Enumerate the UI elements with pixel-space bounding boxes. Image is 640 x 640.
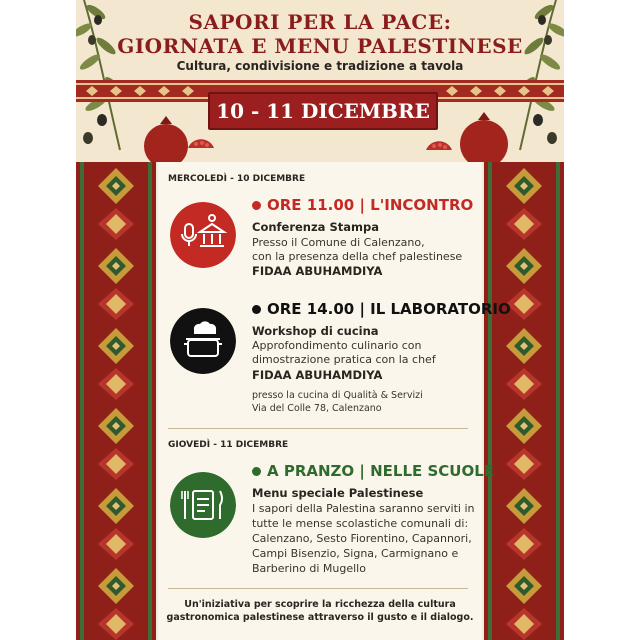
day-label-wednesday: MERCOLEDÌ - 10 DICEMBRE xyxy=(168,174,306,184)
event2-place-line2: Via del Colle 78, Calenzano xyxy=(252,403,382,414)
event3-line5: Barberino di Mugello xyxy=(252,562,366,575)
pomegranate-left-icon xyxy=(136,112,216,162)
title-line-2: GIORNATA E MENU PALESTINESE xyxy=(117,34,523,58)
bullet-icon xyxy=(252,467,261,476)
poster-header xyxy=(76,0,564,162)
pomegranate-right-icon xyxy=(424,112,514,162)
event1-heading xyxy=(252,196,473,214)
event1-chef: FIDAA ABUHAMDIYA xyxy=(252,264,383,278)
subtitle: Cultura, condivisione e tradizione a tavola xyxy=(176,59,464,73)
event3-line3: Calenzano, Sesto Fiorentino, Capannori, xyxy=(252,532,472,545)
footer-text xyxy=(166,598,474,624)
footer-line2: gastronomica palestinese attraverso il gusto e il dialogo. xyxy=(166,612,474,623)
chef-pot-icon xyxy=(170,308,236,374)
divider xyxy=(168,428,468,429)
divider xyxy=(168,588,468,589)
poster xyxy=(76,0,564,640)
event3-heading-text: A PRANZO | NELLE SCUOLE xyxy=(267,462,495,480)
embroidery-left-icon xyxy=(76,162,156,640)
event1-text-line2: con la presenza della chef palestinese xyxy=(252,250,463,263)
title-line-1: SAPORI PER LA PACE: xyxy=(188,10,452,34)
embroidery-right-icon xyxy=(484,162,564,640)
event3-title: Menu speciale Palestinese xyxy=(252,486,424,500)
event1-heading-text: ORE 11.00 | L'INCONTRO xyxy=(267,196,474,214)
footer-line1: Un'iniziativa per scoprire la ricchezza della cultura xyxy=(184,599,456,610)
event2-place-line1: presso la cucina di Qualità & Servizi xyxy=(252,390,423,401)
event2-chef: FIDAA ABUHAMDIYA xyxy=(252,368,383,382)
event3-line2: tutte le mense scolastiche comunali di: xyxy=(252,517,469,530)
event-dates-banner: 10 - 11 DICEMBRE xyxy=(208,92,438,130)
event1-text-line1: Presso il Comune di Calenzano, xyxy=(252,236,425,249)
day-label-thursday: GIOVEDÌ - 11 DICEMBRE xyxy=(168,440,289,450)
plate-cutlery-icon xyxy=(170,472,236,538)
event1-title: Conferenza Stampa xyxy=(252,220,379,234)
event3-line1: I sapori della Palestina saranno serviti in xyxy=(252,502,475,515)
event2-heading-text: ORE 14.00 | IL LABORATORIO xyxy=(267,300,511,318)
event2-heading xyxy=(252,300,511,318)
event3-line4: Campi Bisenzio, Signa, Carmignano e xyxy=(252,547,459,560)
event2-text-line1: Approfondimento culinario con xyxy=(252,339,422,352)
event2-title: Workshop di cucina xyxy=(252,324,379,338)
microphone-building-icon xyxy=(170,202,236,268)
bullet-icon xyxy=(252,305,261,314)
bullet-icon xyxy=(252,201,261,210)
program-panel xyxy=(158,162,511,640)
event3-heading xyxy=(252,462,494,480)
event2-text-line2: dimostrazione pratica con la chef xyxy=(252,353,436,366)
